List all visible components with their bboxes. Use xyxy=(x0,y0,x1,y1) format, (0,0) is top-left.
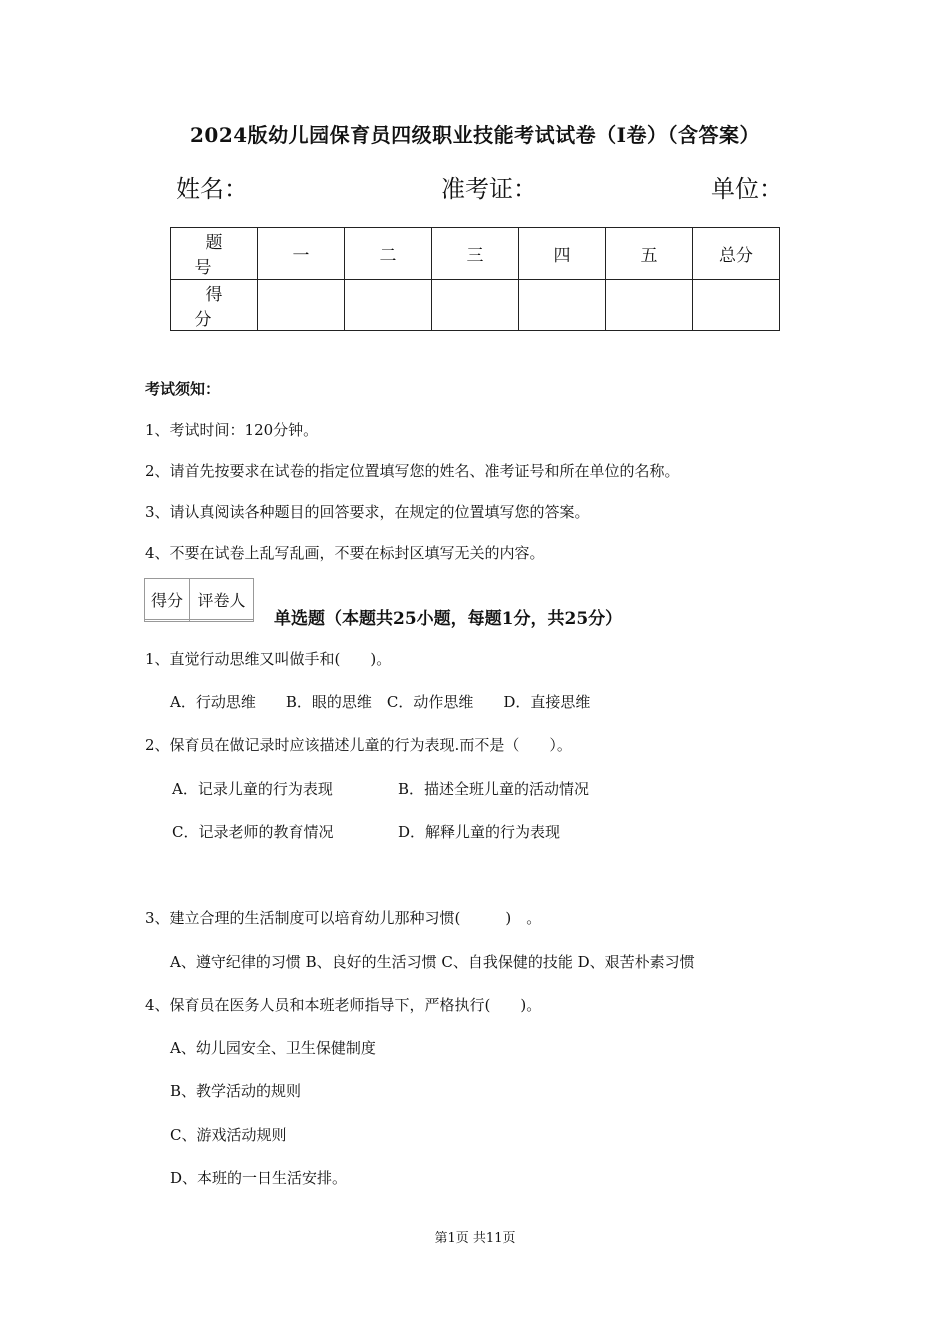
grader-score-field[interactable] xyxy=(145,620,190,622)
question-4-option-c: C、游戏活动规则 xyxy=(170,1126,287,1144)
page-footer: 第1页 共11页 xyxy=(434,1231,516,1246)
score-table-header-row xyxy=(171,228,780,280)
question-1-options: A．行动思维 B．眼的思维 C．动作思维 D．直接思维 xyxy=(170,693,591,711)
question-4-stem: 4、保育员在医务人员和本班老师指导下，严格执行( )。 xyxy=(145,996,542,1014)
grader-name-field[interactable] xyxy=(190,620,254,622)
question-1-stem: 1、直觉行动思维又叫做手和( )。 xyxy=(145,650,392,668)
score-table-cell-label: 题号 xyxy=(171,228,258,280)
notice-item-2: 2、请首先按要求在试卷的指定位置填写您的姓名、准考证号和所在单位的名称。 xyxy=(145,462,680,480)
exam-id-label: 准考证： xyxy=(441,175,537,203)
question-3-options: A、遵守纪律的习惯 B、良好的生活习惯 C、自我保健的技能 D、艰苦朴素习惯 xyxy=(170,953,695,971)
score-table-cell-total: 总分 xyxy=(693,228,780,280)
question-4-option-d: D、本班的一日生活安排。 xyxy=(170,1169,348,1187)
question-2-option-a: A．记录儿童的行为表现 xyxy=(172,780,333,798)
name-label: 姓名： xyxy=(176,175,248,203)
score-input-total[interactable] xyxy=(693,279,780,331)
notice-heading: 考试须知： xyxy=(145,380,221,398)
grader-score-label: 得分 xyxy=(145,579,190,620)
notice-item-1: 1、考试时间：120分钟。 xyxy=(145,421,319,439)
score-table-score-row xyxy=(171,279,780,331)
page-title: 2024版幼儿园保育员四级职业技能考试试卷（I卷）（含答案） xyxy=(189,123,761,147)
score-input-4[interactable] xyxy=(519,279,606,331)
score-table-cell-2: 二 xyxy=(345,228,432,280)
score-table-cell-5: 五 xyxy=(606,228,693,280)
score-input-1[interactable] xyxy=(258,279,345,331)
question-2-option-d: D．解释儿童的行为表现 xyxy=(398,823,561,841)
question-3-stem: 3、建立合理的生活制度可以培育幼儿那种习惯( ) 。 xyxy=(145,909,542,927)
score-table xyxy=(170,227,780,331)
grader-box xyxy=(144,578,254,622)
question-2-option-c: C．记录老师的教育情况 xyxy=(172,823,334,841)
unit-label: 单位： xyxy=(711,175,783,203)
grader-name-label: 评卷人 xyxy=(190,579,254,620)
score-input-3[interactable] xyxy=(432,279,519,331)
score-input-2[interactable] xyxy=(345,279,432,331)
score-input-5[interactable] xyxy=(606,279,693,331)
score-table-cell-1: 一 xyxy=(258,228,345,280)
notice-item-3: 3、请认真阅读各种题目的回答要求，在规定的位置填写您的答案。 xyxy=(145,503,590,521)
question-2-option-b: B．描述全班儿童的活动情况 xyxy=(398,780,590,798)
question-4-option-a: A、幼儿园安全、卫生保健制度 xyxy=(170,1039,376,1057)
section-title: 单选题（本题共25小题，每题1分，共25分） xyxy=(274,609,623,629)
question-2-stem: 2、保育员在做记录时应该描述儿童的行为表现.而不是（ ）。 xyxy=(145,736,572,754)
score-table-cell-4: 四 xyxy=(519,228,606,280)
question-4-option-b: B、教学活动的规则 xyxy=(170,1082,302,1100)
score-table-cell-3: 三 xyxy=(432,228,519,280)
score-row-label: 得分 xyxy=(171,279,258,331)
notice-item-4: 4、不要在试卷上乱写乱画，不要在标封区填写无关的内容。 xyxy=(145,544,545,562)
